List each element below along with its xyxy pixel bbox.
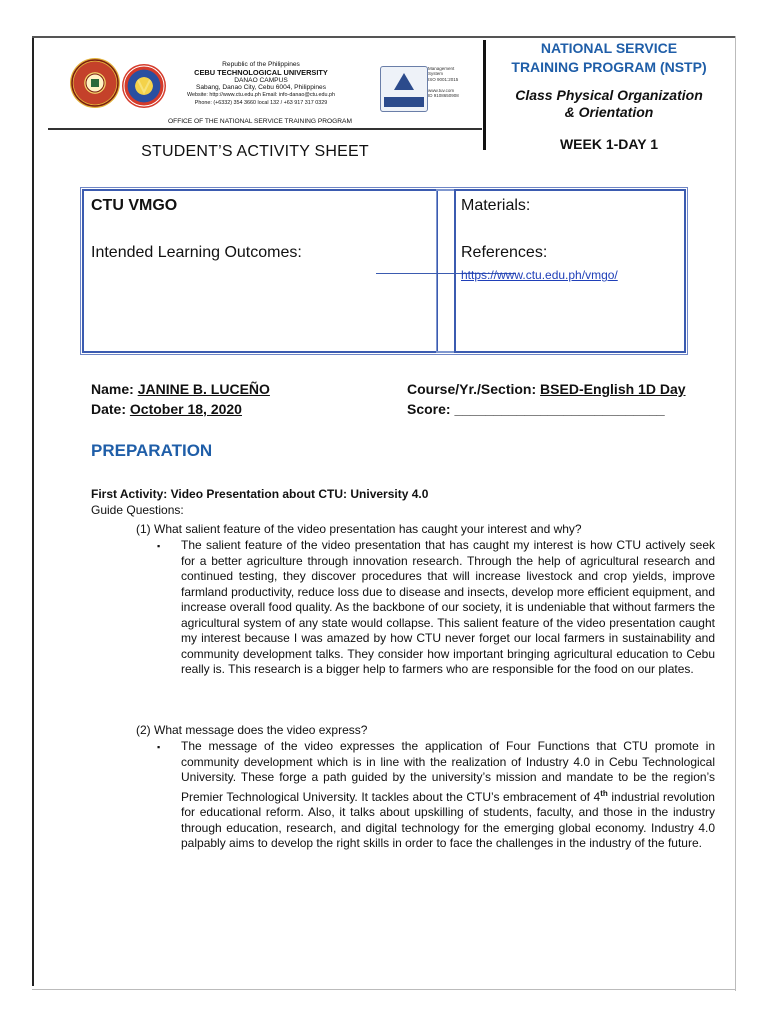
course-value: BSED-English 1D Day bbox=[540, 381, 686, 397]
score-value: ___________________________ bbox=[454, 401, 665, 417]
date-label: Date: bbox=[91, 401, 127, 417]
office-name: OFFICE OF THE NATIONAL SERVICE TRAINING PROGRAM bbox=[168, 118, 352, 125]
header-rule bbox=[48, 128, 482, 130]
reference-link[interactable]: https://www.ctu.edu.ph/vmgo/ bbox=[461, 268, 618, 282]
date-field bbox=[91, 401, 242, 417]
university-address-block bbox=[176, 61, 346, 108]
header-divider bbox=[483, 40, 486, 150]
name-value: JANINE B. LUCEÑO bbox=[137, 381, 270, 397]
address-text: Sabang, Danao City, Cebu 6004, Philippines bbox=[195, 84, 326, 92]
question-2: (2) What message does the video express? bbox=[136, 723, 368, 737]
activity-title: First Activity: Video Presentation about CTU: University 4.0 bbox=[91, 487, 429, 501]
guide-questions-label: Guide Questions: bbox=[91, 503, 184, 517]
date-value: October 18, 2020 bbox=[129, 401, 242, 417]
page-border-bottom bbox=[32, 989, 736, 990]
page-border-top bbox=[32, 36, 736, 38]
bullet-icon: ▪ bbox=[157, 742, 161, 752]
name-field bbox=[91, 381, 270, 397]
topic-title: Class Physical Organization & Orientation bbox=[515, 87, 703, 120]
website-text: Website: http://www.ctu.edu.ph Email: info-danao@ctu.edu.ph bbox=[186, 92, 335, 99]
course-label: Course/Yr./Section: bbox=[407, 381, 537, 397]
name-label: Name: bbox=[91, 381, 134, 397]
campus-name: DANAO CAMPUS bbox=[234, 76, 288, 84]
page-border-left bbox=[32, 36, 34, 986]
asean-seal-logo bbox=[122, 64, 166, 108]
republic-text: Republic of the Philippines bbox=[222, 61, 300, 68]
ctu-seal-logo bbox=[70, 58, 120, 108]
university-name: CEBU TECHNOLOGICAL UNIVERSITY bbox=[194, 67, 328, 77]
sheet-title: STUDENT’S ACTIVITY SHEET bbox=[141, 143, 369, 160]
score-field bbox=[407, 401, 665, 417]
references-label: References: bbox=[461, 244, 548, 261]
superscript-th: th bbox=[600, 788, 608, 798]
info-box-divider bbox=[436, 189, 456, 353]
iso-certification-logo bbox=[380, 66, 428, 112]
certification-text: Management System ISO 9001:2015 www.tuv.com ID 9108650908 bbox=[428, 66, 459, 99]
course-field bbox=[407, 381, 686, 397]
materials-label: Materials: bbox=[461, 197, 531, 214]
phone-text: Phone: (+6332) 354 3660 local 132 / +63 917 317 0329 bbox=[194, 99, 328, 106]
score-label: Score: bbox=[407, 401, 451, 417]
program-title: NATIONAL SERVICE TRAINING PROGRAM (NSTP) bbox=[511, 40, 707, 75]
section-heading: PREPARATION bbox=[91, 441, 213, 460]
answer-1: The salient feature of the video presentation that has caught my interest is how CTU actively seek for a better agriculture through innovation research. Through the help of agricultural research and continued testing, they discover procedures that will increase livestock and crop yields, improve farmland productivity, reduce loss due to disease and insects, develop more efficient equipment, and increase overall food quality. As the backbone of our society, it is undeniable that without farmers the agricultural system of any state would collapse. This salient feature of the video presentation caught my interest because I was amazed by how CTU never forget our local farmers in sustainability and community development talks. They consider how important bringing agricultural education to Cebu really is. This research is a bigger help to farmers who are responsible for the food on our plates. bbox=[181, 538, 715, 676]
page-border-right bbox=[735, 36, 736, 991]
outcomes-label: Intended Learning Outcomes: bbox=[91, 244, 302, 261]
week-label: WEEK 1-DAY 1 bbox=[559, 136, 659, 152]
bullet-icon: ▪ bbox=[157, 541, 161, 551]
answer-2: The message of the video expresses the application of Four Functions that CTU promote in community development which is in line with the realization of Industry 4.0 in Cebu Technological University. These forge a path guided by the university’s mission and mandate to be the region’s Premier Technological University. It tackles about the CTU’s embracement of 4th industrial revolution for educational reform. Also, it talks about upskilling of students, faculty, and those in the industry through education, research, and digital technology for the emerging global economy. Industry 4.0 palpably aims to develop the right skills in order to face the challenges in the industry of the future. bbox=[181, 739, 715, 850]
question-1: (1) What salient feature of the video presentation has caught your interest and why? bbox=[136, 522, 582, 536]
lesson-title: CTU VMGO bbox=[91, 197, 178, 214]
